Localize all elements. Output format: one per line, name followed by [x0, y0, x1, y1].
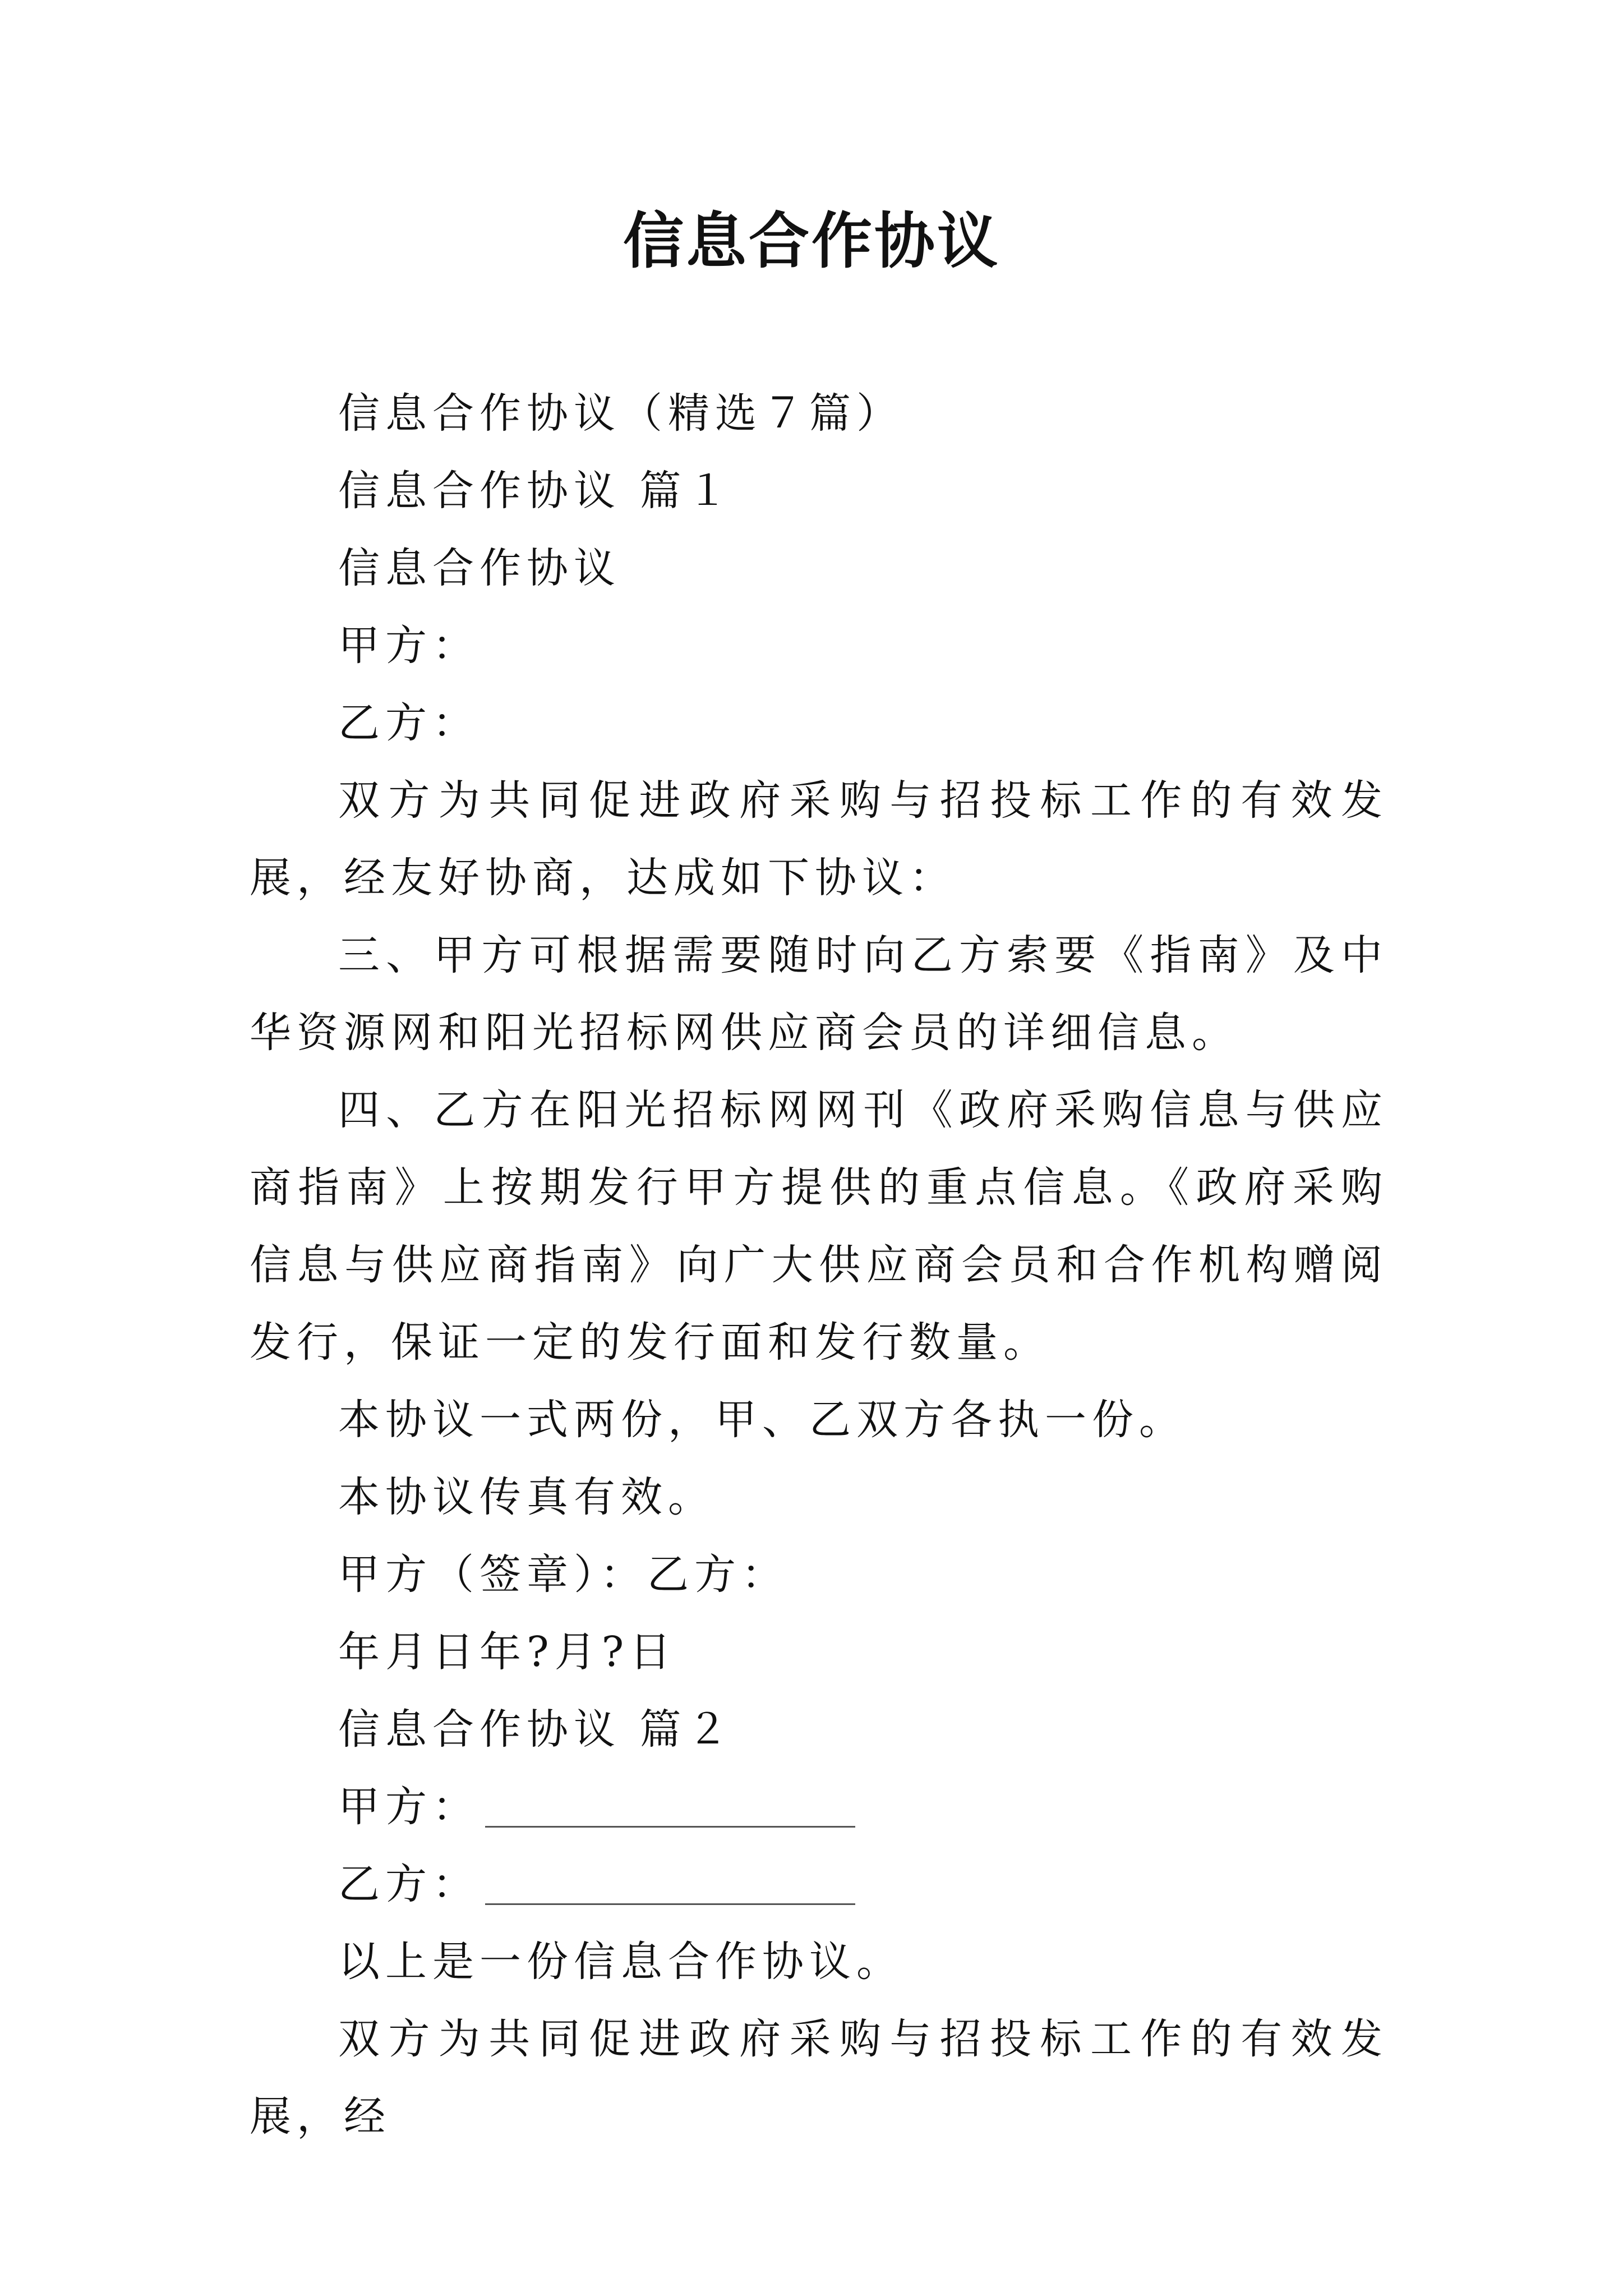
party-b-blank-line [250, 1846, 1388, 1923]
paragraph-heading: 信息合作协议（精选７篇） [338, 389, 903, 438]
paragraph-date: 年月日年?月?日 [338, 1628, 677, 1676]
party-a-blank-line [250, 1768, 1388, 1846]
party-a-label: 甲方： [338, 1783, 479, 1831]
paragraph-signature: 甲方（签章）：乙方： [338, 1550, 789, 1599]
document-title: 信息合作协议 [623, 206, 1000, 277]
paragraph-section-2: 信息合作协议 篇２ [338, 1705, 734, 1754]
paragraph-intro: 双方为共同促进政府采购与招投标工作的有效发展，经友好协商，达成如下协议： [250, 776, 1388, 902]
paragraph-summary: 以上是一份信息合作协议。 [338, 1938, 903, 1986]
document-body [250, 375, 1388, 2155]
party-b-label: 乙方： [338, 1860, 479, 1908]
paragraph-clause-3: 三、甲方可根据需要随时向乙方索要《指南》及中华资源网和阳光招标网供应商会员的详细信息。 [250, 931, 1388, 1057]
paragraph-party-a: 甲方： [338, 622, 479, 670]
paragraph-subtitle: 信息合作协议 [338, 544, 621, 592]
party-a-underline [485, 1826, 855, 1828]
paragraph-copies: 本协议一式两份，甲、乙双方各执一份。 [338, 1396, 1186, 1444]
paragraph-fax: 本协议传真有效。 [338, 1473, 715, 1521]
paragraph-intro-repeat: 双方为共同促进政府采购与招投标工作的有效发展，经 [250, 2015, 1388, 2141]
paragraph-party-b: 乙方： [338, 699, 479, 747]
party-b-underline [485, 1903, 855, 1905]
paragraph-clause-4: 四、乙方在阳光招标网网刊《政府采购信息与供应商指南》上按期发行甲方提供的重点信息。《政府采购信息与供应商指南》向广大供应商会员和合作机构赠阅发行，保证一定的发行面和发行数量。 [250, 1086, 1388, 1366]
paragraph-section-1: 信息合作协议 篇１ [338, 467, 734, 515]
